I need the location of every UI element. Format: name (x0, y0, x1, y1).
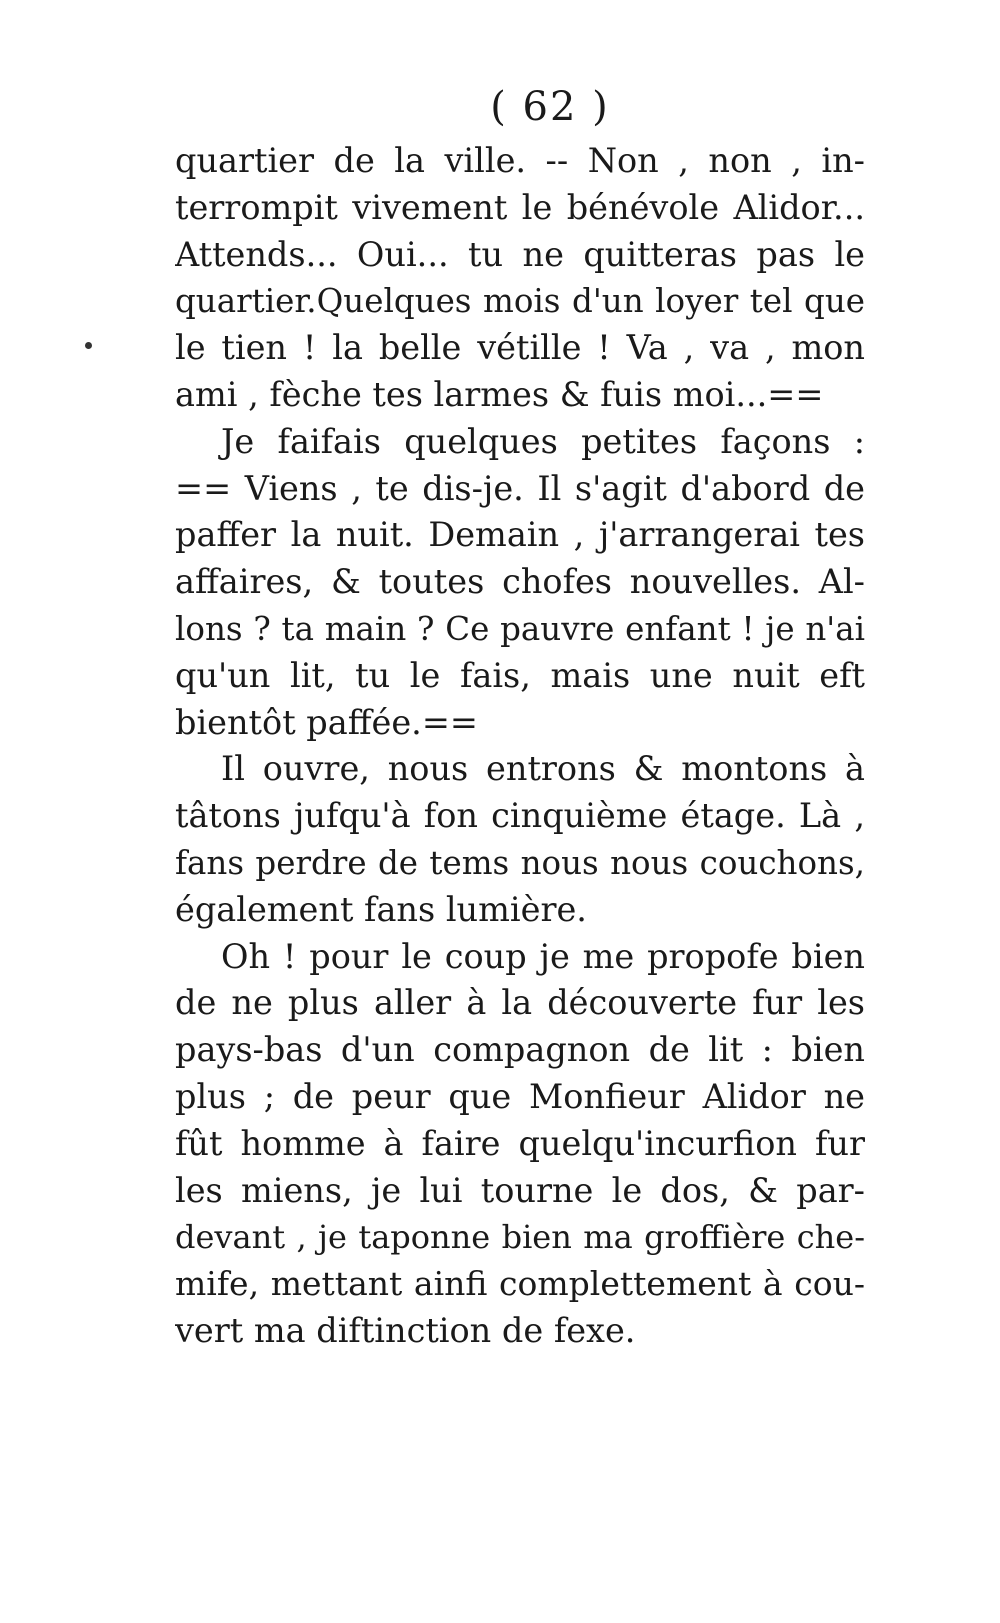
text-line: les miens, je lui tourne le dos, & par- (175, 1170, 865, 1210)
text-line: vert ma diftinction de fexe. (175, 1310, 636, 1350)
text-line: bientôt paffée.== (175, 702, 478, 742)
text-line: fans perdre de tems nous nous couchons, (175, 843, 865, 882)
text-line: Attends... Oui... tu ne quitteras pas le (175, 234, 865, 274)
text-line: terrompit vivement le bénévole Alidor... (175, 187, 865, 227)
text-line: également fans lumière. (175, 889, 587, 929)
text-line: fût homme à faire quelqu'incurfion fur (175, 1123, 865, 1163)
text-line: Il ouvre, nous entrons & montons à (221, 749, 865, 789)
text-line: == Viens , te dis-je. Il s'agit d'abord de (175, 468, 865, 508)
body-text (175, 138, 865, 1355)
text-line: ami , fèche tes larmes & fuis moi...== (175, 374, 824, 414)
text-line: tâtons jufqu'à fon cinquième étage. Là , (175, 796, 865, 836)
text-line: devant , je taponne bien ma groffière che- (175, 1218, 865, 1257)
text-line: le tien ! la belle vétille ! Va , va , mon (175, 328, 865, 368)
text-line: lons ? ta main ? Ce pauvre enfant ! je n'ai (175, 609, 865, 648)
text-line: quartier de la ville. -- Non , non , in- (175, 141, 865, 180)
text-line: Oh ! pour le coup je me propofe bien (221, 936, 865, 976)
text-line: paffer la nuit. Demain , j'arrangerai tes (175, 515, 865, 555)
text-line: pays-bas d'un compagnon de lit : bien (175, 1030, 865, 1070)
text-line: Je faifais quelques petites façons : (221, 421, 865, 461)
page-number: ( 62 ) (490, 84, 610, 130)
margin-mark (85, 342, 92, 349)
text-line: qu'un lit, tu le fais, mais une nuit eft (175, 655, 865, 695)
text-line: plus ; de peur que Monfieur Alidor ne (175, 1076, 865, 1116)
text-line: affaires, & toutes chofes nouvelles. Al- (175, 562, 865, 602)
text-line: de ne plus aller à la découverte fur les (175, 983, 865, 1023)
text-line: mife, mettant ainfi complettement à cou- (175, 1264, 865, 1304)
text-line: quartier.Quelques mois d'un loyer tel que (175, 282, 865, 321)
